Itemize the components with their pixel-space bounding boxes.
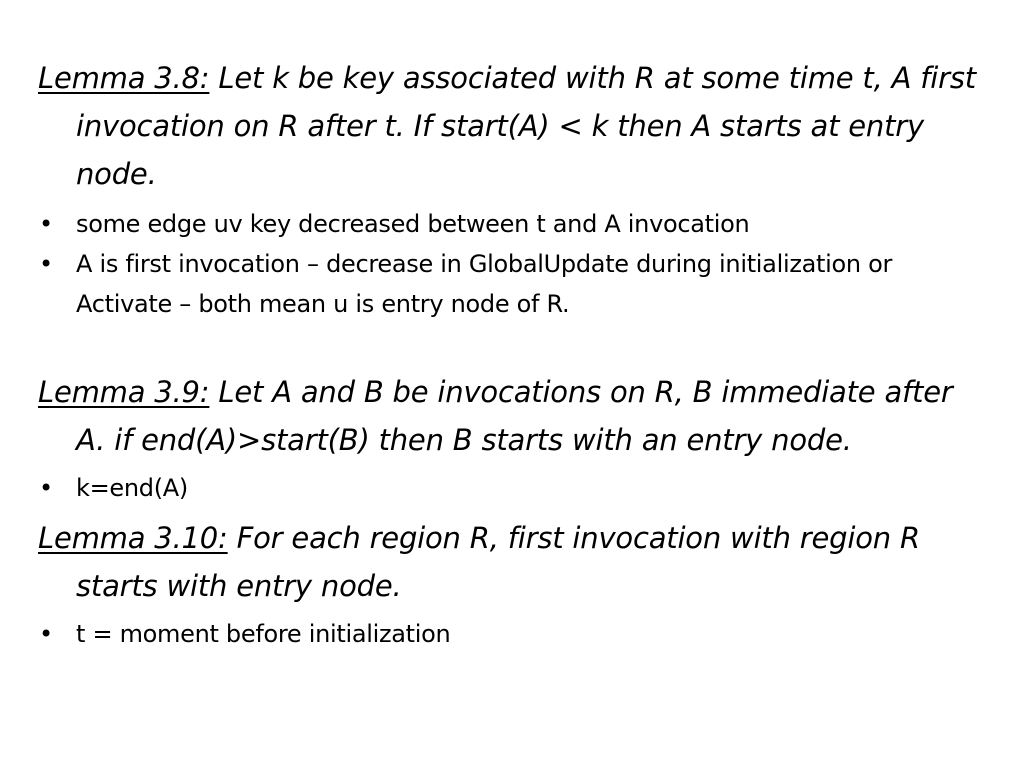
bullet-item: • k=end(A) [38, 468, 990, 508]
lemma-3-8-proof-bullets [38, 204, 990, 324]
lemma-statement: Let k be key associated with R at some time t, A first invocation on R after t. If start(A) < k then A starts at entry node. [76, 61, 976, 191]
lemma-statement: For each region R, first invocation with region R starts with entry node. [76, 521, 920, 603]
lemma-3-9-proof-bullets [38, 468, 990, 508]
lemma-label: Lemma 3.9: [38, 375, 210, 409]
lemma-3-10 [38, 514, 990, 610]
lemma-statement: Let A and B be invocations on R, B immediate after A. if end(A)>start(B) then B starts with an entry node. [76, 375, 953, 457]
lemma-3-8 [38, 54, 990, 198]
lemma-3-9 [38, 368, 990, 464]
bullet-item: • some edge uv key decreased between t and A invocation [38, 204, 990, 244]
lemma-label: Lemma 3.10: [38, 521, 228, 555]
lemma-label: Lemma 3.8: [38, 61, 210, 95]
bullet-item: • A is first invocation – decrease in GlobalUpdate during initialization or Activate – both mean u is entry node of R. [38, 244, 990, 324]
bullet-item: • t = moment before initialization [38, 614, 990, 654]
lemma-3-10-proof-bullets [38, 614, 990, 654]
